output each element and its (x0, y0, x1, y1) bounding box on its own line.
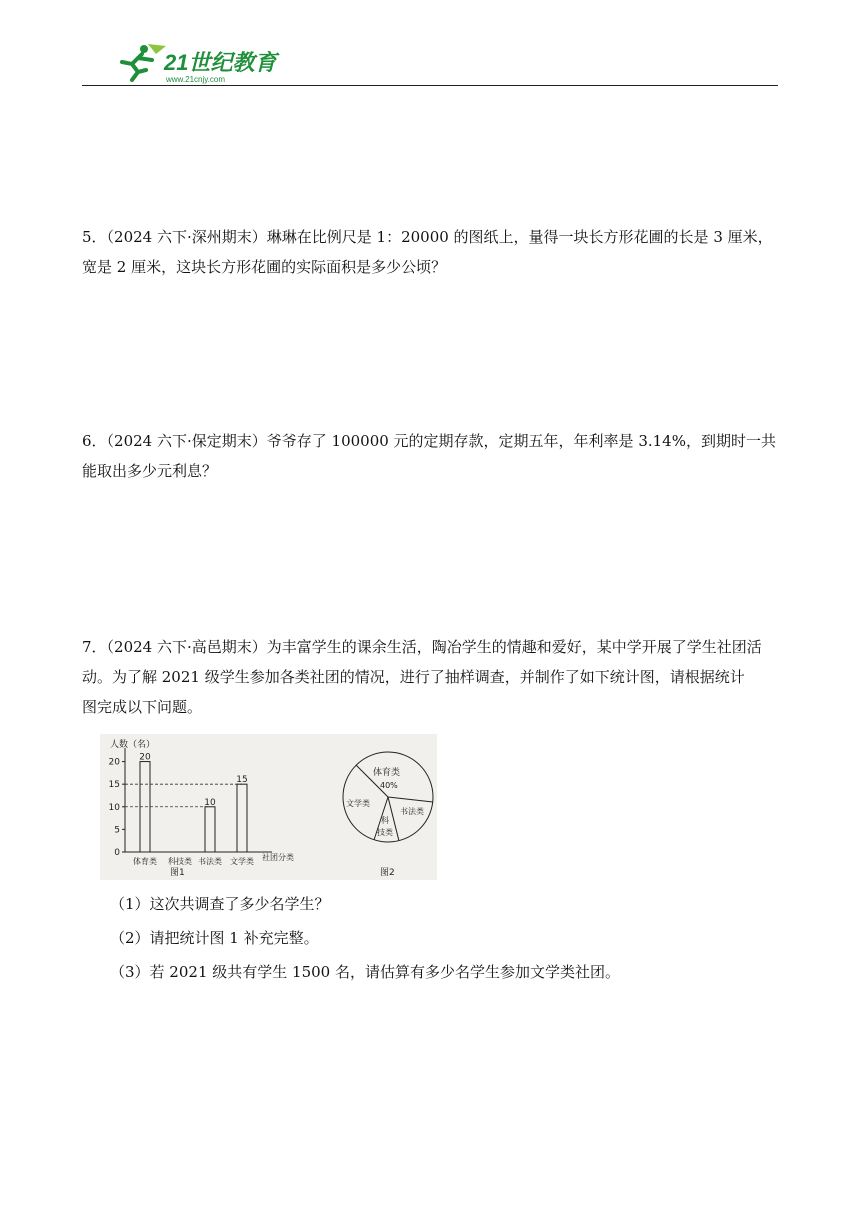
question-7-sub-1: （1）这次共调查了多少名学生？ (110, 895, 330, 913)
pie-slice-label-sports: 体育类 (373, 768, 401, 778)
bar-chart-bar (237, 784, 247, 852)
question-7-sub-2: （2）请把统计图 1 补充完整。 (110, 929, 319, 947)
bar-chart-y-label: 人数（名） (110, 740, 156, 750)
pie-chart-caption: 图2 (380, 868, 395, 878)
bar-chart-category-label: 体育类 (133, 857, 157, 866)
question-6-line-2: 能取出多少元利息？ (82, 462, 218, 480)
bar-chart-y-tick-label: 15 (108, 780, 120, 791)
question-6-line-1: 6．（2024 六下·保定期末）爷爷存了 100000 元的定期存款，定期五年，年利率是 3.14%，到期时一共 (82, 432, 776, 450)
question-7-line-2: 动。为了解 2021 级学生参加各类社团的情况，进行了抽样调查，并制作了如下统计图，请根据统计 (82, 668, 745, 686)
question-7 (82, 632, 778, 722)
pie-divider-2 (388, 797, 433, 802)
question-5-line-2: 宽是 2 厘米，这块长方形花圃的实际面积是多少公顷？ (82, 258, 447, 276)
pie-slice-label-literature: 文学类 (346, 799, 370, 808)
bar-chart-bar (205, 807, 215, 852)
question-6 (82, 426, 778, 486)
question-5 (82, 222, 778, 282)
bar-chart-data-label: 15 (236, 775, 248, 786)
bar-chart-x-label: 社团分类 (262, 853, 294, 862)
site-logo (102, 40, 302, 84)
pie-slice-percent-sports: 40% (380, 781, 398, 790)
bar-chart-category-label: 文学类 (230, 857, 254, 866)
statistics-figure-svg (100, 734, 437, 880)
pie-slice-label-calligraphy: 书法类 (400, 807, 424, 816)
statistics-figure (100, 734, 437, 880)
bar-chart-figure-1 (109, 738, 294, 878)
question-5-line-1: 5．（2024 六下·深州期末）琳琳在比例尺是 1：20000 的图纸上，量得一块长方形花圃的长是 3 厘米， (82, 228, 773, 246)
pie-slice-label-technology-1: 科 (381, 816, 389, 825)
bar-chart-category-label: 书法类 (198, 857, 222, 866)
bar-chart-data-label: 10 (204, 797, 216, 808)
bar-chart-caption: 图1 (170, 868, 185, 878)
question-7-sub-3: （3）若 2021 级共有学生 1500 名，请估算有多少名学生参加文学类社团。 (110, 963, 620, 981)
bar-chart-y-tick-label: 20 (108, 757, 120, 768)
svg-text:21世纪教育: 21世纪教育 (164, 50, 277, 75)
bar-chart-data-label: 20 (139, 752, 151, 763)
question-7-line-3: 图完成以下问题。 (82, 698, 203, 716)
question-7-line-1: 7．（2024 六下·高邑期末）为丰富学生的课余生活，陶冶学生的情趣和爱好，某中学开展了学生社团活 (82, 638, 762, 656)
svg-text:www.21cnjy.com: www.21cnjy.com (166, 75, 225, 84)
pie-chart-figure-2 (343, 752, 433, 878)
bar-chart-category-label: 科技类 (168, 857, 192, 866)
page-header (82, 38, 778, 86)
header-divider (82, 85, 778, 86)
pie-slice-label-technology-2: 技类 (377, 828, 393, 837)
bar-chart-y-tick-label: 5 (114, 825, 120, 836)
bar-chart-y-tick-label: 10 (108, 802, 120, 813)
bar-chart-y-tick-label: 0 (114, 848, 120, 858)
